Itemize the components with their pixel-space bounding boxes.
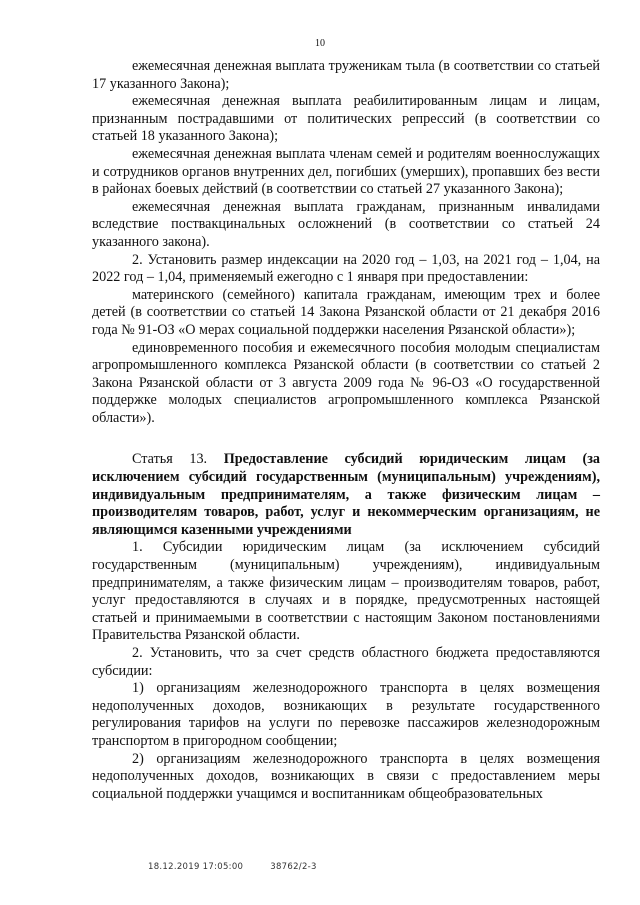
article-label: Статья 13. bbox=[132, 451, 208, 468]
page-number: 10 bbox=[315, 38, 325, 49]
paragraph: ежемесячная денежная выплата членам семей и родителям военнослужащих и сотрудников органов внутренних дел, погибших (умерших), пропавших без вести в районах боевых действий (в соответствии со статьей 27 указанного Закона); bbox=[92, 145, 600, 198]
paragraph: ежемесячная денежная выплата гражданам, признанным инвалидами вследствие поствакцинальных осложнений (в соответствии со статьей 24 указанного закона). bbox=[92, 198, 600, 250]
paragraph: 2. Установить размер индексации на 2020 год – 1,03, на 2021 год – 1,04, на 2022 год – 1,04, применяемый ежегодно с 1 января при предоставлении: bbox=[92, 251, 600, 286]
document-body bbox=[92, 58, 600, 803]
article-heading bbox=[92, 451, 600, 539]
paragraph: 2. Установить, что за счет средств областного бюджета предоставляются субсидии: bbox=[92, 645, 600, 679]
footer bbox=[148, 862, 341, 872]
paragraph: ежемесячная денежная выплата реабилитированным лицам и лицам, признанным пострадавшими от политических репрессий (в соответствии со статьей 18 указанного Закона); bbox=[92, 93, 600, 145]
footer-timestamp: 18.12.2019 17:05:00 bbox=[148, 862, 244, 872]
footer-doc-code: 38762/2-3 bbox=[270, 862, 317, 872]
paragraph: 1) организациям железнодорожного транспорта в целях возмещения недополученных доходов, возникающих в результате государственного регулирования тарифов на услуги по перевозке пассажиров железнодорожным транспортом в пригородном сообщении; bbox=[92, 680, 600, 749]
paragraph: ежемесячная денежная выплата труженикам тыла (в соответствии со статьей 17 указанного Закона); bbox=[92, 58, 600, 92]
section-gap bbox=[92, 427, 600, 451]
paragraph: материнского (семейного) капитала гражданам, имеющим трех и более детей (в соответствии со статьей 14 Закона Рязанской области от 21 декабря 2016 года № 91-ОЗ «О мерах социальной поддержки населения Рязанской области»); bbox=[92, 286, 600, 338]
paragraph: единовременного пособия и ежемесячного пособия молодым специалистам агропромышленного комплекса Рязанской области (в соответствии со статьей 2 Закона Рязанской области от 3 августа 2009 года № 96-ОЗ «О государственной поддержке молодых специалистов агропромышленного комплекса Рязанской области»). bbox=[92, 339, 600, 426]
paragraph: 1. Субсидии юридическим лицам (за исключением субсидий государственным (муниципальным) учреждениям), индивидуальным предпринимателям, а также физическим лицам – производителям товаров, работ, услуг предоставляются в случаях и в порядке, предусмотренных настоящей статьей и принимаемыми в соответствии с настоящим Законом постановлениями Правительства Рязанской области. bbox=[92, 539, 600, 644]
paragraph: 2) организациям железнодорожного транспорта в целях возмещения недополученных доходов, возникающих в связи с предоставлением меры социальной поддержки учащимся и воспитанникам общеобразовательных bbox=[92, 750, 600, 802]
article-title: Предоставление субсидий юридическим лицам (за исключением субсидий государственным (муниципальным) учреждениям), индивидуальным предпринимателям, а также физическим лицам – производителям товаров, работ, услуг и некоммерческим организациям, не являющимся казенными учреждениями bbox=[92, 451, 601, 538]
